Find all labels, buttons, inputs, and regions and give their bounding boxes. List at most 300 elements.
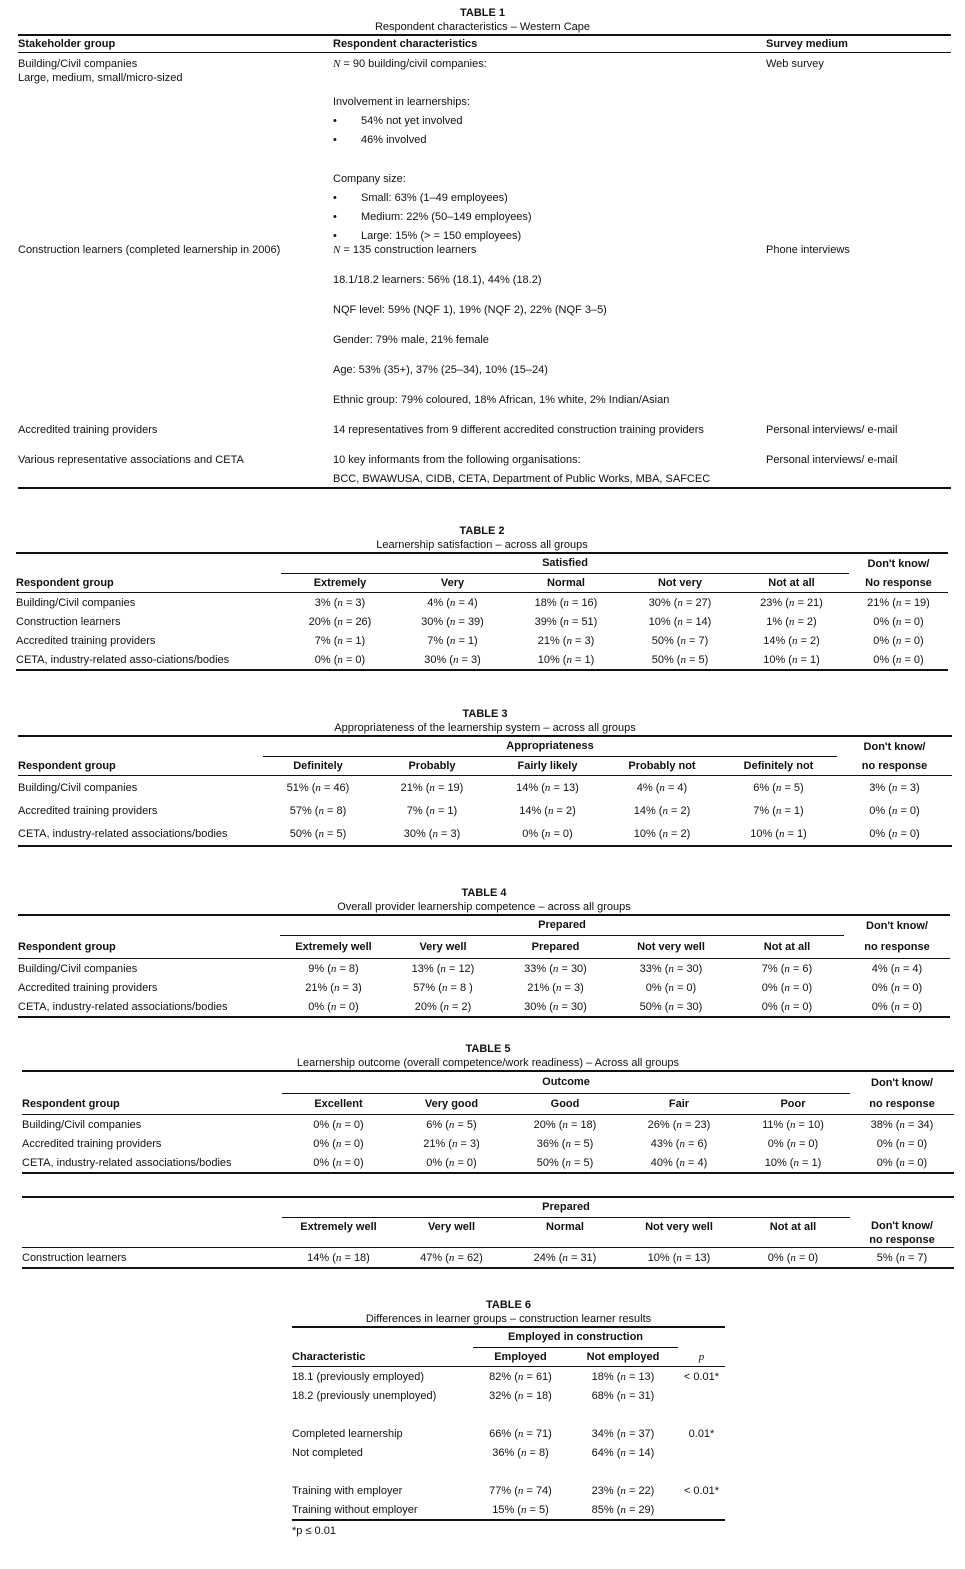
characteristic-line: 18.1/18.2 learners: 56% (18.1), 44% (18.2) — [333, 274, 542, 286]
row-label: Training with employer — [292, 1484, 403, 1497]
column-header: Normal — [506, 573, 626, 593]
n-symbol: n — [659, 781, 665, 794]
table-2-number: TABLE 2 — [459, 525, 505, 537]
n-symbol: n — [679, 1137, 685, 1150]
n-symbol: n — [899, 1251, 905, 1264]
n-symbol: n — [563, 615, 569, 628]
dont-know-header: Don't know/ — [850, 1071, 954, 1093]
n-symbol: n — [337, 634, 343, 647]
table-2-caption — [16, 524, 948, 552]
cell-value: 0% (n = 0) — [308, 1000, 359, 1013]
data-cell — [281, 631, 399, 650]
cell-value: 24% (n = 31) — [533, 1251, 597, 1264]
data-cell — [473, 1424, 568, 1443]
data-cell — [837, 822, 952, 846]
data-cell — [280, 997, 387, 1017]
table-row — [18, 997, 950, 1017]
data-cell — [263, 822, 373, 846]
n-symbol: n — [788, 596, 795, 609]
cell-value: 9% (n = 8) — [308, 962, 359, 975]
row-label: 18.2 (previously unemployed) — [292, 1389, 437, 1402]
data-cell — [849, 612, 948, 631]
column-header: Normal — [546, 1220, 584, 1233]
data-cell — [612, 959, 730, 979]
cell-value: 57% (n = 8) — [289, 804, 347, 817]
column-header: Very well — [427, 1220, 476, 1233]
column-header: Poor — [736, 1093, 850, 1115]
n-symbol: n — [555, 981, 562, 994]
data-cell — [473, 1500, 568, 1520]
n-symbol: n — [895, 596, 902, 609]
characteristic-line: 10 key informants from the following organisations: — [333, 454, 581, 466]
n-symbol: n — [330, 962, 337, 975]
data-cell — [399, 650, 506, 670]
row-label: 18.1 (previously employed) — [292, 1370, 425, 1383]
row-label: Accredited training providers — [22, 1137, 162, 1150]
p-value — [678, 1443, 725, 1462]
data-cell — [730, 997, 844, 1017]
table-2-subtitle: Learnership satisfaction – across all groups — [376, 539, 588, 551]
cell-value: 77% (n = 74) — [489, 1484, 552, 1497]
n-symbol: n — [620, 1503, 626, 1516]
cell-value: 66% (n = 71) — [489, 1427, 552, 1440]
dont-know-header: no response — [850, 1093, 954, 1115]
cell-value: 10% (n = 14) — [648, 615, 712, 628]
n-symbol: n — [788, 615, 795, 628]
cell-value: 10% (n = 13) — [647, 1251, 711, 1264]
data-cell — [622, 1134, 736, 1153]
data-cell — [508, 1248, 622, 1269]
dont-know-header — [850, 1217, 954, 1248]
cell-value: 0% (n = 0) — [313, 1156, 364, 1169]
column-header: Not very well — [645, 1220, 713, 1233]
row-label: Accredited training providers — [16, 634, 156, 647]
cell-value: 85% (n = 29) — [591, 1503, 655, 1516]
n-symbol: n — [899, 1137, 905, 1150]
table-row — [18, 959, 950, 979]
group-header: Appropriateness — [263, 736, 837, 756]
row-label: Accredited training providers — [18, 804, 158, 817]
cell-value: 7% (n = 1) — [314, 634, 366, 647]
n-symbol: n — [662, 804, 668, 817]
cell-value: 23% (n = 22) — [591, 1484, 655, 1497]
data-cell — [473, 1481, 568, 1500]
characteristic-line: Company size: — [333, 172, 406, 185]
data-cell — [734, 631, 849, 650]
survey-medium: Phone interviews — [766, 244, 850, 256]
data-cell — [373, 822, 491, 846]
cell-value: 14% (n = 13) — [516, 781, 579, 794]
data-cell — [604, 799, 720, 822]
cell-value: 21% (n = 19) — [867, 596, 930, 609]
cell-value: 11% (n = 10) — [762, 1118, 824, 1131]
n-symbol: n — [333, 981, 340, 994]
row-label: Training without employer — [292, 1500, 473, 1520]
data-cell — [568, 1500, 678, 1520]
data-cell — [568, 1481, 678, 1500]
data-cell — [622, 1248, 736, 1269]
bullet-icon: • — [333, 229, 337, 242]
data-cell — [622, 1153, 736, 1173]
cell-value: 50% (n = 5) — [536, 1156, 594, 1169]
n-symbol: n — [330, 1000, 337, 1013]
row-label: Building/Civil companies — [22, 1118, 142, 1131]
cell-value: 15% (n = 5) — [492, 1503, 549, 1516]
survey-medium: Personal interviews/ e-mail — [766, 454, 898, 466]
data-cell — [720, 799, 837, 822]
cell-value: 14% (n = 2) — [519, 804, 576, 817]
row-label: Not completed — [292, 1446, 363, 1459]
n-symbol: n — [784, 962, 790, 975]
n-symbol: n — [563, 596, 569, 609]
cell-value: 30% (n = 3) — [424, 653, 481, 666]
n-symbol: n — [791, 653, 798, 666]
data-cell — [626, 631, 734, 650]
cell-value: 23% (n = 21) — [760, 596, 823, 609]
cell-value: 50% (n = 7) — [651, 634, 709, 647]
table-5-caption — [22, 1042, 954, 1070]
characteristic-line: NQF level: 59% (NQF 1), 19% (NQF 2), 22% (NQF 3–5) — [333, 304, 607, 316]
table-1-caption — [0, 6, 965, 34]
characteristic-line: N = 135 construction learners — [333, 244, 477, 256]
row-label: Construction learners — [16, 615, 121, 628]
n-symbol: n — [449, 634, 456, 647]
header-row-columns — [16, 573, 948, 593]
cell-value: 51% (n = 46) — [286, 781, 350, 794]
p-header — [678, 1347, 725, 1367]
n-symbol: n — [552, 962, 559, 975]
column-header: Extremely well — [300, 1220, 377, 1233]
stakeholder-group: Building/Civil companies — [18, 58, 138, 70]
stakeholder-group: Various representative associations and CETA — [18, 454, 244, 466]
cell-value: 0% (n = 0) — [522, 827, 573, 840]
data-cell — [508, 1153, 622, 1173]
n-symbol: n — [620, 1427, 626, 1440]
n-symbol: n — [668, 962, 674, 975]
dont-know-header: no response — [837, 756, 952, 776]
column-header: Very good — [395, 1093, 508, 1115]
row-label: CETA, industry-related asso-ciations/bodies — [16, 650, 281, 670]
n-symbol: n — [620, 1484, 626, 1497]
data-cell — [506, 593, 626, 613]
table-1-header-rule — [18, 52, 951, 53]
n-symbol: n — [429, 804, 435, 817]
data-cell — [263, 776, 373, 800]
data-cell — [491, 799, 604, 822]
table-row — [292, 1443, 725, 1462]
cell-value: 57% (n = 8 ) — [413, 981, 473, 994]
data-cell — [720, 822, 837, 846]
p-value: < 0.01* — [683, 1370, 720, 1383]
data-cell — [399, 593, 506, 613]
group-header: Prepared — [282, 1197, 850, 1217]
data-cell — [626, 650, 734, 670]
cell-value: 7% (n = 1) — [406, 804, 458, 817]
table-6-subtitle: Differences in learner groups – construction learner results — [365, 1313, 652, 1325]
header-row-group — [22, 1071, 954, 1093]
data-cell — [491, 776, 604, 800]
n-symbol: n — [517, 1484, 524, 1497]
column-header: Definitely not — [720, 756, 837, 776]
n-symbol: n — [662, 827, 668, 840]
cell-value: 32% (n = 18) — [489, 1389, 552, 1402]
data-cell — [282, 1153, 395, 1173]
survey-medium: Web survey — [766, 58, 824, 70]
characteristic-line: Ethnic group: 79% coloured, 18% African, 1% white, 2% Indian/Asian — [333, 394, 670, 406]
n-symbol: n — [778, 827, 785, 840]
n-symbol: n — [440, 962, 446, 975]
data-cell — [612, 978, 730, 997]
cell-value: 30% (n = 30) — [524, 1000, 587, 1013]
data-cell — [720, 776, 837, 800]
header-row-group — [18, 736, 952, 756]
data-cell — [568, 1367, 678, 1387]
header-row-columns — [22, 1093, 954, 1115]
data-cell — [399, 612, 506, 631]
table-row — [18, 799, 952, 822]
data-cell — [734, 650, 849, 670]
column-header: Good — [508, 1093, 622, 1115]
data-cell — [473, 1386, 568, 1405]
n-symbol: n — [335, 1118, 342, 1131]
n-symbol: n — [894, 1000, 900, 1013]
n-symbol: n — [517, 1370, 524, 1383]
table-row — [16, 650, 948, 670]
cell-value: 10% (n = 1) — [537, 653, 595, 666]
row-header: Respondent group — [18, 756, 263, 776]
n-symbol: n — [452, 653, 459, 666]
cell-value: 0% (n = 0) — [871, 981, 923, 994]
n-symbol: n — [565, 1156, 571, 1169]
cell-value: 18% (n = 13) — [591, 1370, 655, 1383]
data-cell — [499, 959, 612, 979]
data-cell — [844, 959, 950, 979]
header-row-columns — [18, 935, 950, 959]
data-cell — [849, 650, 948, 670]
n-symbol: n — [891, 781, 898, 794]
n-symbol: n — [775, 804, 782, 817]
cell-value: 6% (n = 5) — [426, 1118, 477, 1131]
header-row-columns — [18, 756, 952, 776]
table-row — [18, 978, 950, 997]
header-row-group — [292, 1327, 725, 1347]
characteristic-line: N = 90 building/civil companies: — [333, 58, 487, 70]
n-symbol: n — [432, 827, 438, 840]
cell-value: 5% (n = 7) — [876, 1251, 928, 1264]
data-cell — [373, 799, 491, 822]
characteristic-line: • Medium: 22% (50–149 employees) — [333, 210, 532, 223]
row-header: Respondent group — [18, 935, 280, 959]
characteristic-line: Age: 53% (35+), 37% (25–34), 10% (15–24) — [333, 364, 548, 376]
n-symbol: N — [333, 244, 341, 256]
bullet-icon: • — [333, 134, 337, 147]
table-1 — [0, 0, 965, 495]
cell-value: 3% (n = 3) — [869, 781, 920, 794]
table-4-subtitle: Overall provider learnership competence – across all groups — [337, 901, 631, 913]
data-cell — [473, 1443, 568, 1462]
n-symbol: n — [441, 981, 448, 994]
data-cell — [473, 1367, 568, 1387]
cell-value: 36% (n = 5) — [536, 1137, 594, 1150]
data-cell — [837, 799, 952, 822]
n-symbol: n — [895, 615, 902, 628]
column-header: Very — [399, 573, 506, 593]
header-row-columns — [22, 1217, 954, 1248]
spacer-row — [292, 1462, 725, 1481]
data-cell — [604, 822, 720, 846]
cell-value: 0% (n = 0) — [767, 1137, 819, 1150]
data-cell — [281, 593, 399, 613]
cell-value: 14% (n = 18) — [307, 1251, 370, 1264]
data-cell — [506, 612, 626, 631]
data-cell — [506, 631, 626, 650]
data-cell — [850, 1153, 954, 1173]
n-symbol: n — [565, 1137, 571, 1150]
n-symbol: n — [520, 1446, 527, 1459]
n-symbol: n — [895, 634, 902, 647]
data-cell — [281, 650, 399, 670]
n-symbol: n — [448, 1118, 455, 1131]
table-1-bottom-rule — [18, 487, 951, 489]
cell-value: 0% (n = 0) — [426, 1156, 477, 1169]
p-value — [678, 1386, 725, 1405]
table-row — [292, 1386, 725, 1405]
row-label: Construction learners — [22, 1248, 282, 1269]
n-symbol: n — [891, 827, 898, 840]
cell-value: 3% (n = 3) — [314, 596, 366, 609]
table-row — [292, 1481, 725, 1500]
data-cell — [568, 1386, 678, 1405]
n-symbol: n — [337, 615, 343, 628]
cell-value: 82% (n = 61) — [489, 1370, 552, 1383]
data-cell — [280, 978, 387, 997]
cell-value: 21% (n = 3) — [527, 981, 584, 994]
cell-value: 40% (n = 4) — [650, 1156, 708, 1169]
cell-value: 21% (n = 19) — [400, 781, 464, 794]
dont-know-header: Don't know/ — [844, 915, 950, 935]
row-header: Characteristic — [292, 1347, 473, 1367]
table-2 — [16, 524, 948, 671]
p-symbol: p — [698, 1350, 705, 1363]
cell-value: 18% (n = 16) — [534, 596, 598, 609]
table-3-subtitle: Appropriateness of the learnership system – across all groups — [334, 722, 636, 734]
data-cell — [568, 1443, 678, 1462]
characteristic-line: • Small: 63% (1–49 employees) — [333, 191, 508, 204]
n-symbol: n — [784, 1000, 790, 1013]
bullet-icon: • — [333, 115, 337, 128]
row-label: CETA, industry-related associations/bodies — [18, 822, 263, 846]
cell-value: 0% (n = 0) — [645, 981, 697, 994]
data-cell — [568, 1424, 678, 1443]
data-cell — [387, 959, 499, 979]
cell-value: 21% (n = 3) — [305, 981, 362, 994]
table-row — [16, 593, 948, 613]
column-header: Definitely — [263, 756, 373, 776]
column-header: Not at all — [769, 1220, 817, 1233]
table-4-grid — [18, 914, 950, 1018]
data-cell — [395, 1248, 508, 1269]
data-cell — [850, 1115, 954, 1135]
n-symbol: n — [620, 1389, 626, 1402]
cell-value: 26% (n = 23) — [647, 1118, 711, 1131]
data-cell — [280, 959, 387, 979]
table-row — [292, 1424, 725, 1443]
cell-value: 14% (n = 2) — [763, 634, 820, 647]
column-header: Fair — [622, 1093, 736, 1115]
cell-value: 47% (n = 62) — [420, 1251, 483, 1264]
n-symbol: n — [318, 804, 324, 817]
data-cell — [730, 978, 844, 997]
dont-know-line: no response — [869, 1234, 935, 1246]
data-cell — [604, 776, 720, 800]
n-symbol: n — [448, 1156, 455, 1169]
cell-value: 0% (n = 0) — [761, 981, 813, 994]
data-cell — [387, 978, 499, 997]
cell-value: 50% (n = 5) — [289, 827, 347, 840]
n-symbol: n — [337, 596, 343, 609]
column-header: Very well — [387, 935, 499, 959]
data-cell — [281, 612, 399, 631]
n-symbol: n — [680, 653, 686, 666]
table-row — [18, 822, 952, 846]
data-cell — [395, 1134, 508, 1153]
n-symbol: n — [790, 1137, 796, 1150]
dont-know-line: Don't know/ — [871, 1220, 933, 1232]
data-cell — [506, 650, 626, 670]
column-header: Extremely — [281, 573, 399, 593]
cell-value: 0% (n = 0) — [873, 634, 924, 647]
table-1-header-group: Stakeholder group — [18, 38, 116, 50]
row-label: Building/Civil companies — [18, 781, 138, 794]
n-symbol: n — [620, 1370, 626, 1383]
n-symbol: n — [775, 781, 782, 794]
cell-value: 4% (n = 4) — [636, 781, 688, 794]
table-row — [22, 1248, 954, 1269]
cell-value: 7% (n = 1) — [427, 634, 478, 647]
table-6-grid — [292, 1326, 725, 1521]
data-cell — [612, 997, 730, 1017]
cell-value: 38% (n = 34) — [870, 1118, 934, 1131]
table-row — [22, 1134, 954, 1153]
cell-value: 0% (n = 0) — [761, 1000, 813, 1013]
table-6-footnote: *p ≤ 0.01 — [292, 1525, 336, 1537]
cell-value: 4% (n = 4) — [871, 962, 923, 975]
table-1-number: TABLE 1 — [459, 7, 506, 19]
dont-know-header: No response — [849, 573, 948, 593]
data-cell — [282, 1134, 395, 1153]
n-symbol: n — [891, 804, 898, 817]
cell-value: 0% (n = 0) — [873, 615, 924, 628]
n-symbol: n — [668, 981, 674, 994]
cell-value: 10% (n = 1) — [764, 1156, 822, 1169]
data-cell — [626, 612, 734, 631]
table-row — [16, 612, 948, 631]
n-symbol: n — [429, 781, 435, 794]
n-symbol: n — [451, 1137, 458, 1150]
cell-value: 30% (n = 39) — [421, 615, 484, 628]
n-symbol: n — [520, 1503, 527, 1516]
characteristic-line: Gender: 79% male, 21% female — [333, 334, 489, 346]
column-header: Not very well — [612, 935, 730, 959]
table-5-subtitle: Learnership outcome (overall competence/work readiness) – Across all groups — [296, 1057, 680, 1069]
cell-value: 20% (n = 26) — [308, 615, 372, 628]
n-symbol: n — [562, 1251, 568, 1264]
table-4-number: TABLE 4 — [461, 887, 507, 899]
cell-value: 0% (n = 0) — [876, 1156, 928, 1169]
cell-value: 7% (n = 6) — [761, 962, 813, 975]
data-cell — [263, 799, 373, 822]
cell-value: 10% (n = 1) — [763, 653, 820, 666]
